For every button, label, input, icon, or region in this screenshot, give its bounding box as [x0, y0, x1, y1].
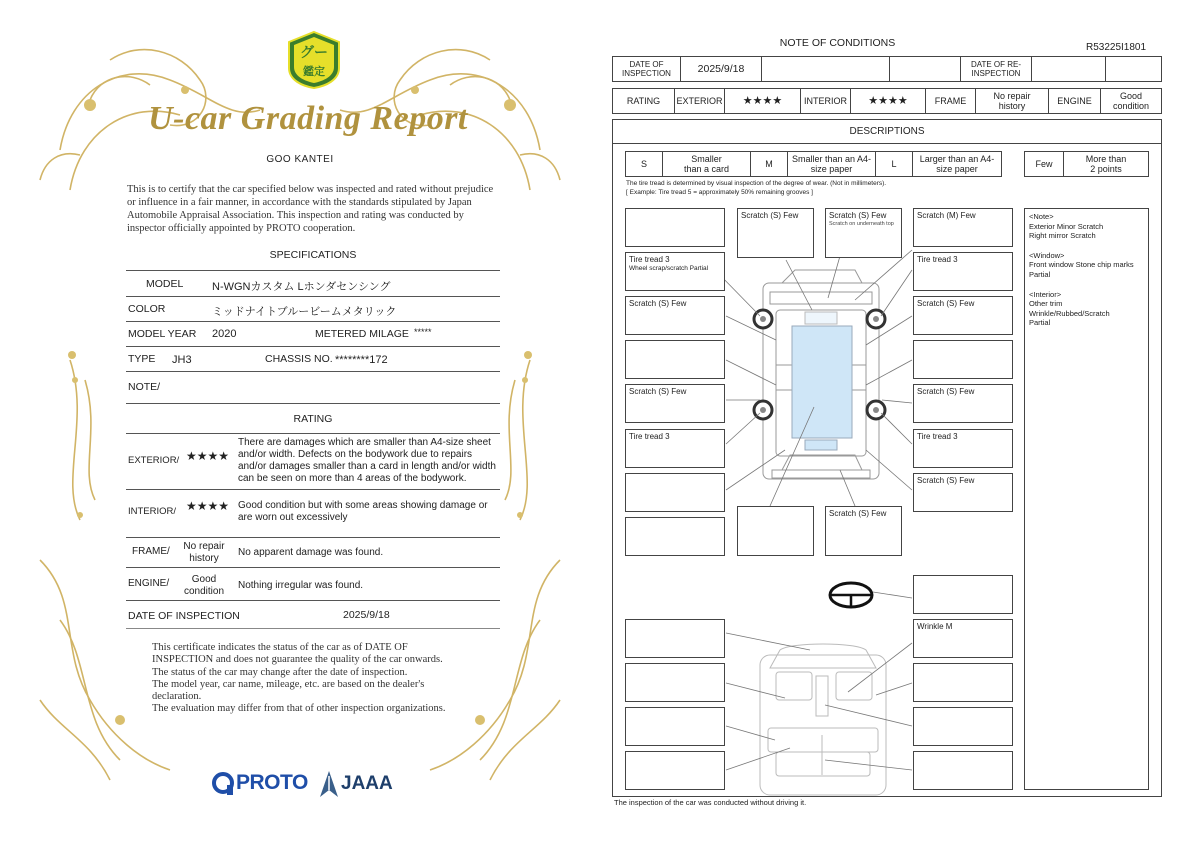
notes-line: Partial	[1029, 269, 1051, 279]
goo-kantei-badge	[286, 30, 342, 90]
damage-box: Scratch (M) Few	[913, 208, 1013, 247]
proto-logo-icon	[212, 771, 236, 797]
mileage-value: *****	[414, 327, 432, 337]
model-value: N-WGNカスタム Lホンダセンシング	[212, 281, 391, 293]
interior-box	[913, 751, 1013, 790]
damage-box: Scratch (S) Few	[625, 296, 725, 335]
color-value: ミッドナイトブルービームメタリック	[212, 306, 397, 318]
interior-box	[625, 663, 725, 702]
divider	[126, 321, 500, 322]
tire-box-text: Tire tread 3	[629, 255, 670, 264]
frame-value: No repair history	[975, 88, 1049, 114]
report-title: U-car Grading Report	[148, 100, 468, 137]
divider	[126, 433, 500, 434]
notes-line: <Note>	[1029, 212, 1054, 221]
frame-description: No apparent damage was found.	[238, 547, 384, 558]
color-label: COLOR	[128, 303, 166, 315]
footer-disclaimer	[152, 642, 492, 716]
tire-box-subtext: Wheel scrap/scratch Partial	[629, 265, 709, 272]
chassis-label: CHASSIS NO.	[265, 353, 333, 365]
interior-box	[913, 707, 1013, 746]
interior-box	[625, 707, 725, 746]
divider	[126, 537, 500, 538]
interior-stars: ★★★★	[850, 88, 926, 114]
tire-note-example: [ Example: Tire tread 5 = approximately 50% remaining grooves ]	[626, 189, 813, 196]
exterior-description: There are damages which are smaller than A4-size sheet and/or width. Defects on the bodywork due to repairs and/or damages smaller than a card in length and/or width can be seen on more than 4 areas of the bodywork.	[238, 437, 496, 484]
damage-box: Scratch (S) Few	[913, 473, 1013, 512]
damage-box-text: Scratch (S) Few	[829, 211, 887, 220]
tire-box: Tire tread 3	[625, 429, 725, 468]
notes-line: Front window Stone chip marks	[1029, 260, 1134, 270]
interior-label: INTERIOR/	[128, 506, 177, 517]
footer-line: INSPECTION and does not guarantee the quality of the car onwards.	[152, 654, 443, 666]
jaaa-logo-icon	[319, 770, 339, 798]
footer-line: The evaluation may differ from that of other inspection organizations.	[152, 703, 446, 715]
divider	[126, 270, 500, 271]
notes-line: Partial	[1029, 318, 1051, 328]
divider	[126, 567, 500, 568]
frame-label: FRAME	[925, 88, 976, 114]
exterior-stars: ★★★★	[724, 88, 801, 114]
note-title: NOTE OF CONDITIONS	[779, 37, 896, 49]
notes-line: Wrinkle/Rubbed/Scratch	[1029, 308, 1110, 318]
damage-box	[625, 473, 725, 512]
tire-box: Tire tread 3	[913, 252, 1013, 291]
divider	[126, 403, 500, 404]
damage-box	[625, 208, 725, 247]
divider	[126, 489, 500, 490]
note-of-conditions-page	[600, 0, 1200, 848]
chassis-value: ********172	[335, 354, 388, 366]
notes-line: Right mirror Scratch	[1029, 231, 1096, 241]
legend-key: L	[875, 151, 913, 177]
legend-text: Smaller than an A4-size paper	[787, 151, 876, 177]
frame-label: FRAME/	[132, 546, 170, 557]
damage-box: Scratch (S) Few	[913, 384, 1013, 423]
footer-line: The status of the car may change after the date of inspection.	[152, 666, 408, 678]
divider	[126, 628, 500, 629]
mileage-label: METERED MILAGE	[315, 328, 409, 340]
footer-line: This certificate indicates the status of the car as of DATE OF	[152, 642, 408, 653]
footer-line: The model year, car name, mileage, etc. are based on the dealer's	[152, 678, 425, 690]
damage-box: Scratch (S) Few	[913, 296, 1013, 335]
reference-number: R53225I1801	[1086, 42, 1147, 53]
model-year-value: 2020	[212, 328, 237, 340]
badge-line2: 鑑定	[303, 65, 325, 78]
legend-key: S	[625, 151, 663, 177]
damage-box: Scratch (S) Few	[737, 208, 814, 258]
date-inspection-label: DATE OF INSPECTION	[612, 56, 681, 82]
legend-text: Larger than an A4-size paper	[912, 151, 1002, 177]
frame-value: No repair history	[183, 541, 225, 564]
type-value: JH3	[172, 354, 192, 366]
legend-text: Smaller than a card	[662, 151, 751, 177]
damage-box	[625, 517, 725, 556]
footer-note: The inspection of the car was conducted without driving it.	[614, 798, 807, 807]
specifications-heading: SPECIFICATIONS	[269, 249, 357, 261]
divider	[126, 296, 500, 297]
interior-label: INTERIOR	[800, 88, 851, 114]
interior-box	[913, 663, 1013, 702]
divider	[126, 371, 500, 372]
descriptions-heading: DESCRIPTIONS	[612, 119, 1162, 144]
reinspection-label: DATE OF RE-INSPECTION	[960, 56, 1032, 82]
exterior-label: EXTERIOR	[674, 88, 725, 114]
damage-box	[825, 208, 902, 258]
interior-description: Good condition but with some areas showing damage or are worn out excessively	[238, 500, 488, 523]
certification-text: This is to certify that the car specified below was inspected and rated without prejudice or influence in a fair manner, in accordance with the standards stipulated by Japan Automobile Appraisal Association. This inspection and rating was conducted by inspector officially appointed by PROTO cooperation.	[127, 184, 494, 234]
damage-box-subtext: Scratch on underneath top	[829, 221, 894, 227]
tire-box	[625, 252, 725, 291]
legend-key: M	[750, 151, 788, 177]
notes-spacer	[1029, 241, 1144, 251]
interior-box: Wrinkle M	[913, 619, 1013, 658]
tire-box: Tire tread 3	[913, 429, 1013, 468]
notes-line: Other trim	[1029, 299, 1063, 309]
damage-box	[913, 340, 1013, 379]
engine-label: ENGINE	[1048, 88, 1101, 114]
engine-value: Good condition	[183, 574, 225, 597]
note-label: NOTE/	[128, 381, 161, 393]
damage-box: Scratch (S) Few	[625, 384, 725, 423]
interior-stars: ★★★★	[186, 499, 230, 513]
exterior-label: EXTERIOR/	[128, 455, 180, 466]
date-of-inspection-value: 2025/9/18	[343, 609, 390, 621]
date-inspection-value: 2025/9/18	[680, 56, 762, 82]
engine-value: Good condition	[1100, 88, 1162, 114]
report-subtitle: GOO KANTEI	[266, 154, 334, 165]
proto-logo-text: PROTO	[236, 771, 308, 794]
notes-line: <Window>	[1029, 250, 1065, 260]
rating-heading: RATING	[293, 413, 333, 425]
engine-description: Nothing irregular was found.	[238, 580, 364, 591]
interior-box	[625, 751, 725, 790]
divider	[126, 346, 500, 347]
notes-panel	[1024, 208, 1149, 790]
model-year-label: MODEL YEAR	[128, 328, 197, 340]
steering-box	[913, 575, 1013, 614]
notes-line: <Interior>	[1029, 289, 1062, 299]
interior-box	[625, 619, 725, 658]
divider	[126, 600, 500, 601]
type-label: TYPE	[128, 353, 156, 365]
badge-line1: グー	[300, 45, 328, 61]
damage-box	[737, 506, 814, 556]
notes-spacer	[1029, 280, 1144, 290]
notes-line: Exterior Minor Scratch	[1029, 221, 1104, 231]
tire-note: The tire tread is determined by visual inspection of the degree of wear. (Not in millimeters).	[626, 180, 887, 187]
exterior-stars: ★★★★	[186, 449, 230, 463]
damage-box: Scratch (S) Few	[825, 506, 902, 556]
legend-text: More than 2 points	[1063, 151, 1149, 177]
damage-box	[625, 340, 725, 379]
engine-label: ENGINE/	[128, 578, 170, 589]
footer-line: declaration.	[152, 691, 202, 703]
rating-label: RATING	[612, 88, 675, 114]
date-of-inspection-label: DATE OF INSPECTION	[128, 610, 240, 622]
jaaa-logo-text: JAAA	[341, 773, 393, 794]
model-label: MODEL	[146, 278, 184, 290]
legend-key: Few	[1024, 151, 1064, 177]
